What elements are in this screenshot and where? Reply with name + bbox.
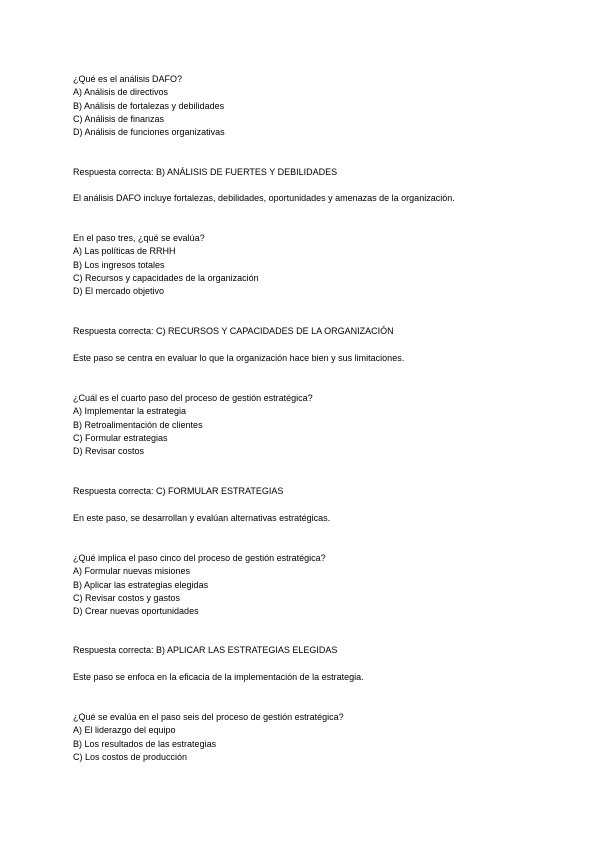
option-d: D) Crear nuevas oportunidades bbox=[73, 606, 199, 617]
option-b: B) Aplicar las estrategias elegidas bbox=[73, 579, 209, 590]
answer-text: Respuesta correcta: B) APLICAR LAS ESTRATEGIAS ELEGIDAS bbox=[73, 645, 338, 655]
explanation-text: Este paso se enfoca en la eficacia de la implementación de la estrategia. bbox=[73, 672, 364, 682]
question-text: ¿Qué es el análisis DAFO? bbox=[73, 74, 183, 84]
explanation-text: Este paso se centra en evaluar lo que la organización hace bien y sus limitaciones. bbox=[73, 353, 405, 363]
option-d: D) Análisis de funciones organizativas bbox=[73, 127, 225, 138]
question-text: ¿Qué implica el paso cinco del proceso de gestión estratégica? bbox=[73, 553, 326, 563]
question-text: ¿Qué se evalúa en el paso seis del proceso de gestión estratégica? bbox=[73, 712, 344, 722]
option-d: D) Revisar costos bbox=[73, 446, 145, 457]
answer-text: Respuesta correcta: B) ANÁLISIS DE FUERTES Y DEBILIDADES bbox=[73, 167, 338, 177]
option-a: A) Implementar la estrategia bbox=[73, 406, 187, 417]
option-b: B) Análisis de fortalezas y debilidades bbox=[73, 100, 225, 111]
option-c: C) Recursos y capacidades de la organización bbox=[73, 272, 259, 283]
option-c: C) Los costos de producción bbox=[73, 751, 188, 762]
option-b: B) Retroalimentación de clientes bbox=[73, 419, 203, 430]
option-c: C) Revisar costos y gastos bbox=[73, 592, 181, 603]
explanation-text: El análisis DAFO incluye fortalezas, debilidades, oportunidades y amenazas de la organización. bbox=[73, 193, 455, 203]
question-block-2 bbox=[73, 232, 259, 298]
option-d: D) El mercado objetivo bbox=[73, 286, 165, 297]
option-a: A) Análisis de directivos bbox=[73, 87, 169, 98]
answer-text: Respuesta correcta: C) RECURSOS Y CAPACIDADES DE LA ORGANIZACIÓN bbox=[73, 326, 394, 336]
option-b: B) Los ingresos totales bbox=[73, 259, 165, 270]
option-c: C) Formular estrategias bbox=[73, 432, 168, 443]
option-c: C) Análisis de finanzas bbox=[73, 113, 165, 124]
answer-text: Respuesta correcta: C) FORMULAR ESTRATEGIAS bbox=[73, 486, 284, 496]
option-a: A) El liderazgo del equipo bbox=[73, 725, 176, 736]
question-block-4 bbox=[73, 552, 326, 618]
question-block-1 bbox=[73, 73, 225, 139]
question-block-3 bbox=[73, 392, 313, 458]
question-text: ¿Cuál es el cuarto paso del proceso de gestión estratégica? bbox=[73, 393, 313, 403]
explanation-text: En este paso, se desarrollan y evalúan alternativas estratégicas. bbox=[73, 513, 331, 523]
option-a: A) Las políticas de RRHH bbox=[73, 246, 176, 257]
question-block-5 bbox=[73, 711, 344, 764]
option-a: A) Formular nuevas misiones bbox=[73, 566, 191, 577]
question-text: En el paso tres, ¿qué se evalúa? bbox=[73, 233, 205, 243]
option-b: B) Los resultados de las estrategias bbox=[73, 738, 217, 749]
